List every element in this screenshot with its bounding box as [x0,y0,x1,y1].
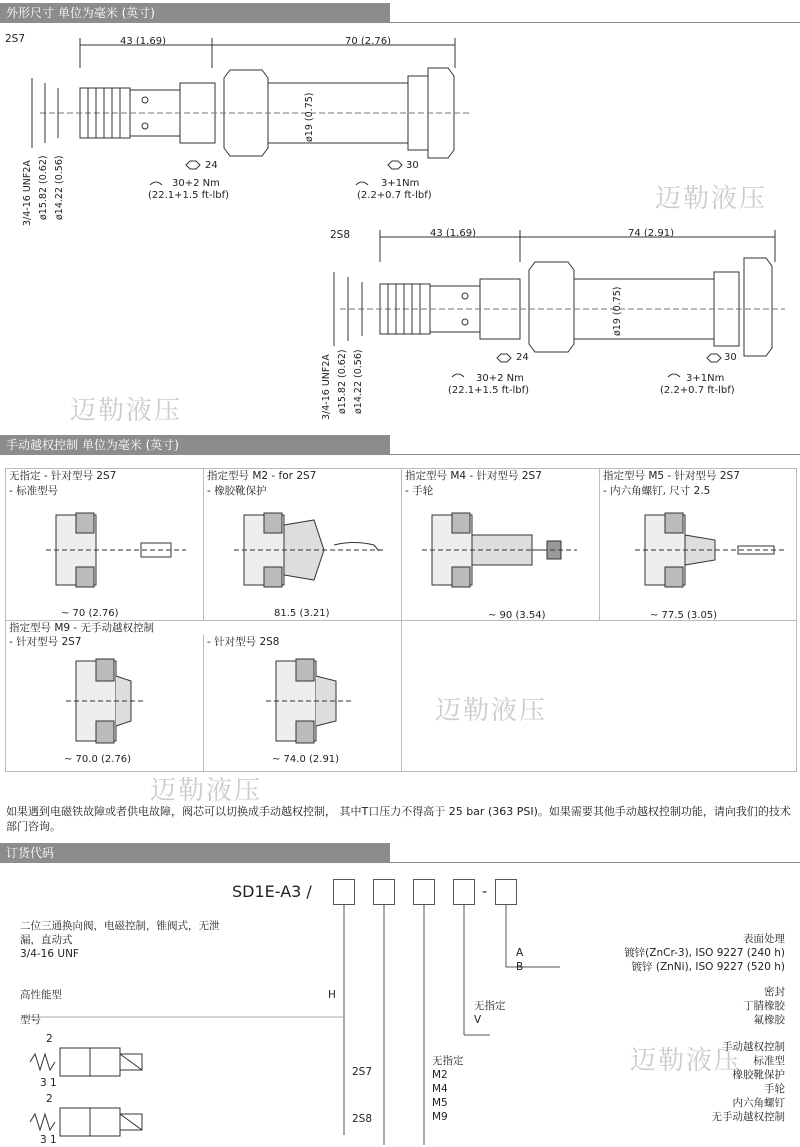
cell-caption: 指定型号 M9 - 无手动越权控制 [9,622,155,634]
model-label-2s7: 2S7 [5,33,26,45]
thread-2s8: 3/4-16 UNF2A [321,354,332,420]
override-code: M4 [432,1083,448,1095]
cell-caption: - 针对型号 2S8 [207,636,280,648]
torque-b-2s8: 3+1Nm [686,373,725,384]
section-header-ordering [0,843,800,863]
torque-b-2s7: 3+1Nm [381,178,420,189]
cell-caption: - 橡胶靴保护 [207,485,267,497]
d2-2s8: ø14.22 (0.56) [353,349,364,414]
watermark: 迈勒液压 [655,184,768,214]
override-cell-m2 [204,469,402,621]
override-cell-m9 [6,621,402,771]
drawing-2s8 [320,222,790,432]
cell-caption: - 针对型号 2S7 [9,636,82,648]
section-title: 外形尺寸 单位为毫米 (英寸) [0,3,390,23]
override-text: 内六角螺钉 [732,1097,785,1109]
surface-text: 镀锌 (ZnNi), ISO 9227 (520 h) [631,961,785,973]
desc-line: 3/4-16 UNF [20,948,79,960]
torque-b-imp-2s8: (2.2+0.7 ft-lbf) [660,385,735,396]
order-box-h [453,879,475,905]
override-text: 无手动越权控制 [711,1111,785,1123]
seal-code: V [474,1014,482,1026]
dim-dia-2s7: ø19 (0.75) [304,92,315,142]
override-note: 如果遇到电磁铁故障或者供电故障，阀芯可以切换成手动越权控制， 其中T口压力不得高于 25 bar (363 PSI)。如果需要其他手动越权控制功能，请向我们的技术部门咨询。 [6,805,791,833]
cell-caption: 无指定 - 针对型号 2S7 [9,470,117,482]
surface-code: B [516,961,524,973]
override-code: M2 [432,1069,448,1081]
torque-a-imp-2s7: (22.1+1.5 ft-lbf) [148,190,230,201]
override-text: 标准型 [753,1055,785,1067]
override-cell-m5 [600,469,796,621]
surface-text: 镀锌(ZnCr-3), ISO 9227 (240 h) [624,947,785,959]
divider [390,454,800,455]
d1-2s8: ø15.82 (0.62) [337,349,348,414]
port-label: 2 [46,1093,53,1105]
surface-title: 表面处理 [743,933,785,945]
watermark: 迈勒液压 [70,396,183,426]
section-header-dimensions [0,3,800,23]
dim-len-b-2s7: 70 (2.76) [345,36,391,47]
port-label: 3 1 [40,1134,57,1146]
d1-2s7: ø15.82 (0.62) [38,155,49,220]
hex30-2s7: 30 [406,160,419,171]
divider [390,862,800,863]
seal-text: 氟橡胶 [753,1014,785,1026]
override-drawing [600,505,794,595]
torque-a-2s7: 30+2 Nm [172,178,220,189]
cell-caption: 指定型号 M2 - for 2S7 [207,470,317,482]
high-perf-code: H [328,989,336,1001]
section-title: 手动越权控制 单位为毫米 (英寸) [0,435,390,455]
cell-dim: ~ 70.0 (2.76) [64,754,132,765]
override-drawing [6,505,202,595]
hex24-2s8: 24 [516,352,529,363]
order-box-override [373,879,395,905]
override-code: 无指定 [432,1055,464,1067]
dim-len-b-2s8: 74 (2.91) [628,228,674,239]
override-code: M9 [432,1111,448,1123]
type-label: 型号 [20,1014,41,1026]
watermark: 迈勒液压 [435,696,548,726]
override-drawing [402,505,598,595]
cell-dim: ~ 90 (3.54) [488,610,546,621]
thread-2s7: 3/4-16 UNF2A [22,160,33,226]
surface-code: A [516,947,524,959]
torque-a-2s8: 30+2 Nm [476,373,524,384]
override-cell-standard [6,469,204,621]
dim-len-a-2s8: 43 (1.69) [430,228,476,239]
override-code: M5 [432,1097,448,1109]
override-text: 橡胶靴保护 [732,1069,785,1081]
desc-line: 二位三通换向阀，电磁控制，锥阀式，无泄 [20,920,220,932]
divider [390,22,800,23]
high-perf-label: 高性能型 [20,989,62,1001]
dim-dia-2s8: ø19 (0.75) [612,286,623,336]
section-header-override [0,435,800,455]
override-title: 手动越权控制 [722,1041,785,1053]
order-box-seal [413,879,435,905]
dim-len-a-2s7: 43 (1.69) [120,36,166,47]
cell-dim: ~ 74.0 (2.91) [272,754,340,765]
desc-line: 漏，直动式 [20,934,73,946]
override-cell-m4 [402,469,600,621]
order-code-prefix: SD1E-A3 / [232,882,312,901]
d2-2s7: ø14.22 (0.56) [54,155,65,220]
watermark: 迈勒液压 [630,1046,743,1076]
override-drawing [204,505,400,595]
model-label-2s8: 2S8 [330,229,351,241]
drawing-2s7 [0,28,480,238]
cell-dim: ~ 77.5 (3.05) [650,610,718,621]
seal-title: 密封 [764,986,785,998]
cell-dim: 81.5 (3.21) [274,608,330,619]
cell-caption: 指定型号 M4 - 针对型号 2S7 [405,470,542,482]
order-box-surface [495,879,517,905]
torque-a-imp-2s8: (22.1+1.5 ft-lbf) [448,385,530,396]
type-2s7: 2S7 [352,1066,373,1078]
cell-caption: - 手轮 [405,485,434,497]
override-text: 手轮 [764,1083,785,1095]
cell-caption: 指定型号 M5 - 针对型号 2S7 [603,470,740,482]
torque-b-imp-2s7: (2.2+0.7 ft-lbf) [357,190,432,201]
cell-caption: - 标准型号 [9,485,59,497]
watermark: 迈勒液压 [150,776,263,806]
override-table [5,468,797,772]
hex30-2s8: 30 [724,352,737,363]
cell-caption: - 内六角螺钉, 尺寸 2.5 [603,485,711,497]
order-dash: - [482,884,488,900]
port-label: 3 1 [40,1077,57,1089]
section-title: 订货代码 [0,843,390,863]
override-drawing [6,651,402,751]
hex24-2s7: 24 [205,160,218,171]
order-box-type [333,879,355,905]
cell-dim: ~ 70 (2.76) [61,608,119,619]
seal-code: 无指定 [474,1000,506,1012]
type-2s8: 2S8 [352,1113,373,1125]
seal-text: 丁腈橡胶 [743,1000,785,1012]
port-label: 2 [46,1033,53,1045]
